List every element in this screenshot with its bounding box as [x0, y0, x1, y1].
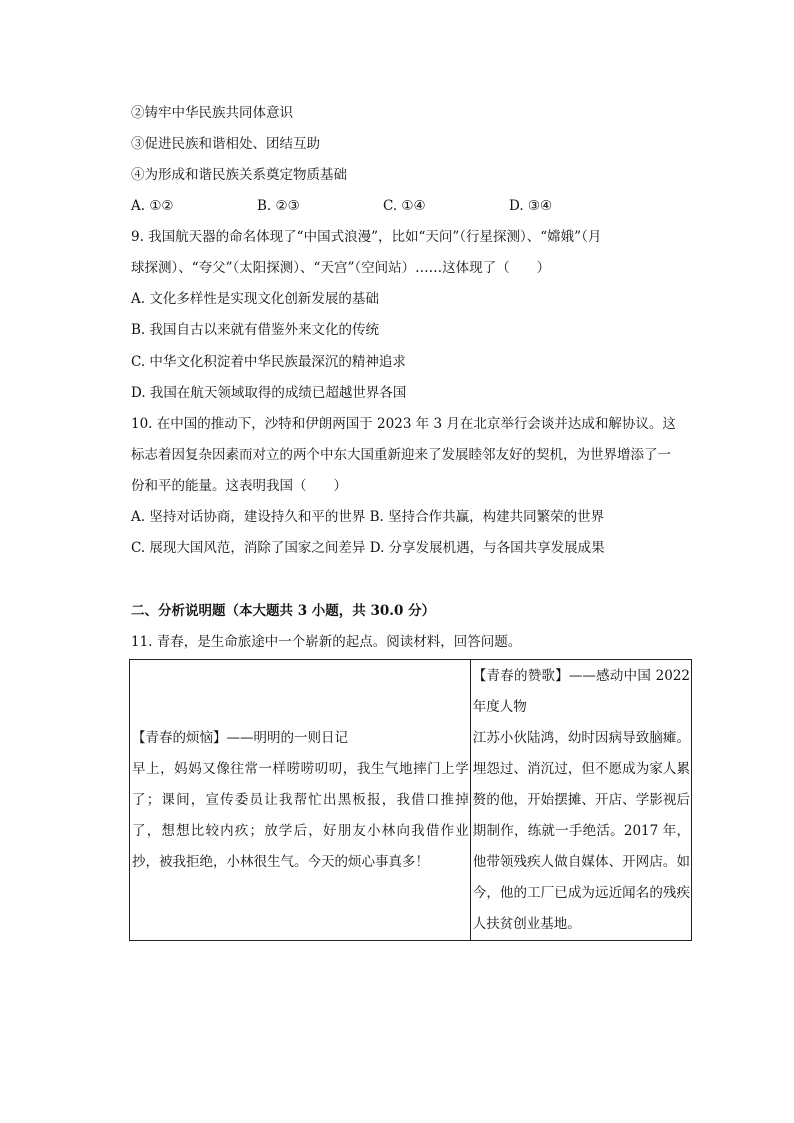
q8-options [131, 196, 552, 216]
q11-stem: 11. 青春，是生命旅途中一个崭新的起点。阅读材料，回答问题。 [131, 634, 522, 650]
q8-item-2: ②铸牢中华民族共同体意识 [131, 105, 293, 121]
q9-option-b: B. 我国自古以来就有借鉴外来文化的传统 [131, 322, 380, 338]
q9-option-d: D. 我国在航天领域取得的成绩已超越世界各国 [131, 385, 407, 401]
q10-stem-line-3: 份和平的能量。这表明我国（ ） [131, 478, 347, 494]
q10-stem-line-1: 10. 在中国的推动下，沙特和伊朗两国于 2023 年 3 月在北京举行会谈并达成和解协议。这 [131, 416, 676, 432]
material-right-cell [470, 660, 691, 941]
q8-item-3: ③促进民族和谐相处、团结互助 [131, 136, 320, 152]
q10-options-row-2: C. 展现大国风范，消除了国家之间差异 D. 分享发展机遇，与各国共享发展成果 [131, 540, 605, 556]
material-left-body: 早上，妈妈又像往常一样唠唠叨叨，我生气地摔门上学了；课间，宣传委员让我帮忙出黑板报，我借口推掉了，想想比较内疚；放学后，好朋友小林向我借作业抄，被我拒绝，小林很生气。今天的烦心事真多！ [132, 760, 469, 870]
q8-option-b: B. ②③ [257, 198, 300, 214]
material-left-title: 【青春的烦恼】——明明的一则日记 [132, 729, 348, 746]
q8-option-a: A. ①② [131, 198, 174, 214]
q8-item-4: ④为形成和谐民族关系奠定物质基础 [131, 167, 347, 183]
q9-stem-line-1: 9. 我国航天器的命名体现了“中国式浪漫”，比如“天问”（行星探测）、“嫦娥”（月 [131, 229, 602, 245]
q8-option-d: D. ③④ [509, 198, 553, 214]
material-right-title: 【青春的赞歌】——感动中国 2022 年度人物 [472, 667, 690, 715]
material-right-body: 江苏小伙陆鸿，幼时因病导致脑瘫。埋怨过、消沉过，但不愿成为家人累赘的他，开始摆摊、开店、学影视后期制作，练就一手绝活。2017 年，他带领残疾人做自媒体、开网店。如今，他的工厂已成为远近闻名的残疾人扶贫创业基地。 [472, 729, 690, 932]
q10-options-row-1: A. 坚持对话协商，建设持久和平的世界 B. 坚持合作共赢，构建共同繁荣的世界 [131, 509, 605, 525]
q9-stem-line-2: 球探测）、“夸父”（太阳探测）、“天宫”（空间站）……这体现了（ ） [131, 260, 551, 276]
q8-option-c: C. ①④ [383, 198, 426, 214]
q10-stem-line-2: 标志着因复杂因素而对立的两个中东大国重新迎来了发展睦邻友好的契机，为世界增添了一 [131, 447, 671, 463]
q11-material-table [129, 659, 692, 941]
q9-option-a: A. 文化多样性是实现文化创新发展的基础 [131, 291, 379, 307]
table-row [130, 660, 692, 941]
q9-option-c: C. 中华文化积淀着中华民族最深沉的精神追求 [131, 354, 406, 370]
material-left-cell [130, 660, 471, 941]
section-2-heading: 二、分析说明题（本大题共 3 小题，共 30.0 分） [131, 603, 436, 619]
